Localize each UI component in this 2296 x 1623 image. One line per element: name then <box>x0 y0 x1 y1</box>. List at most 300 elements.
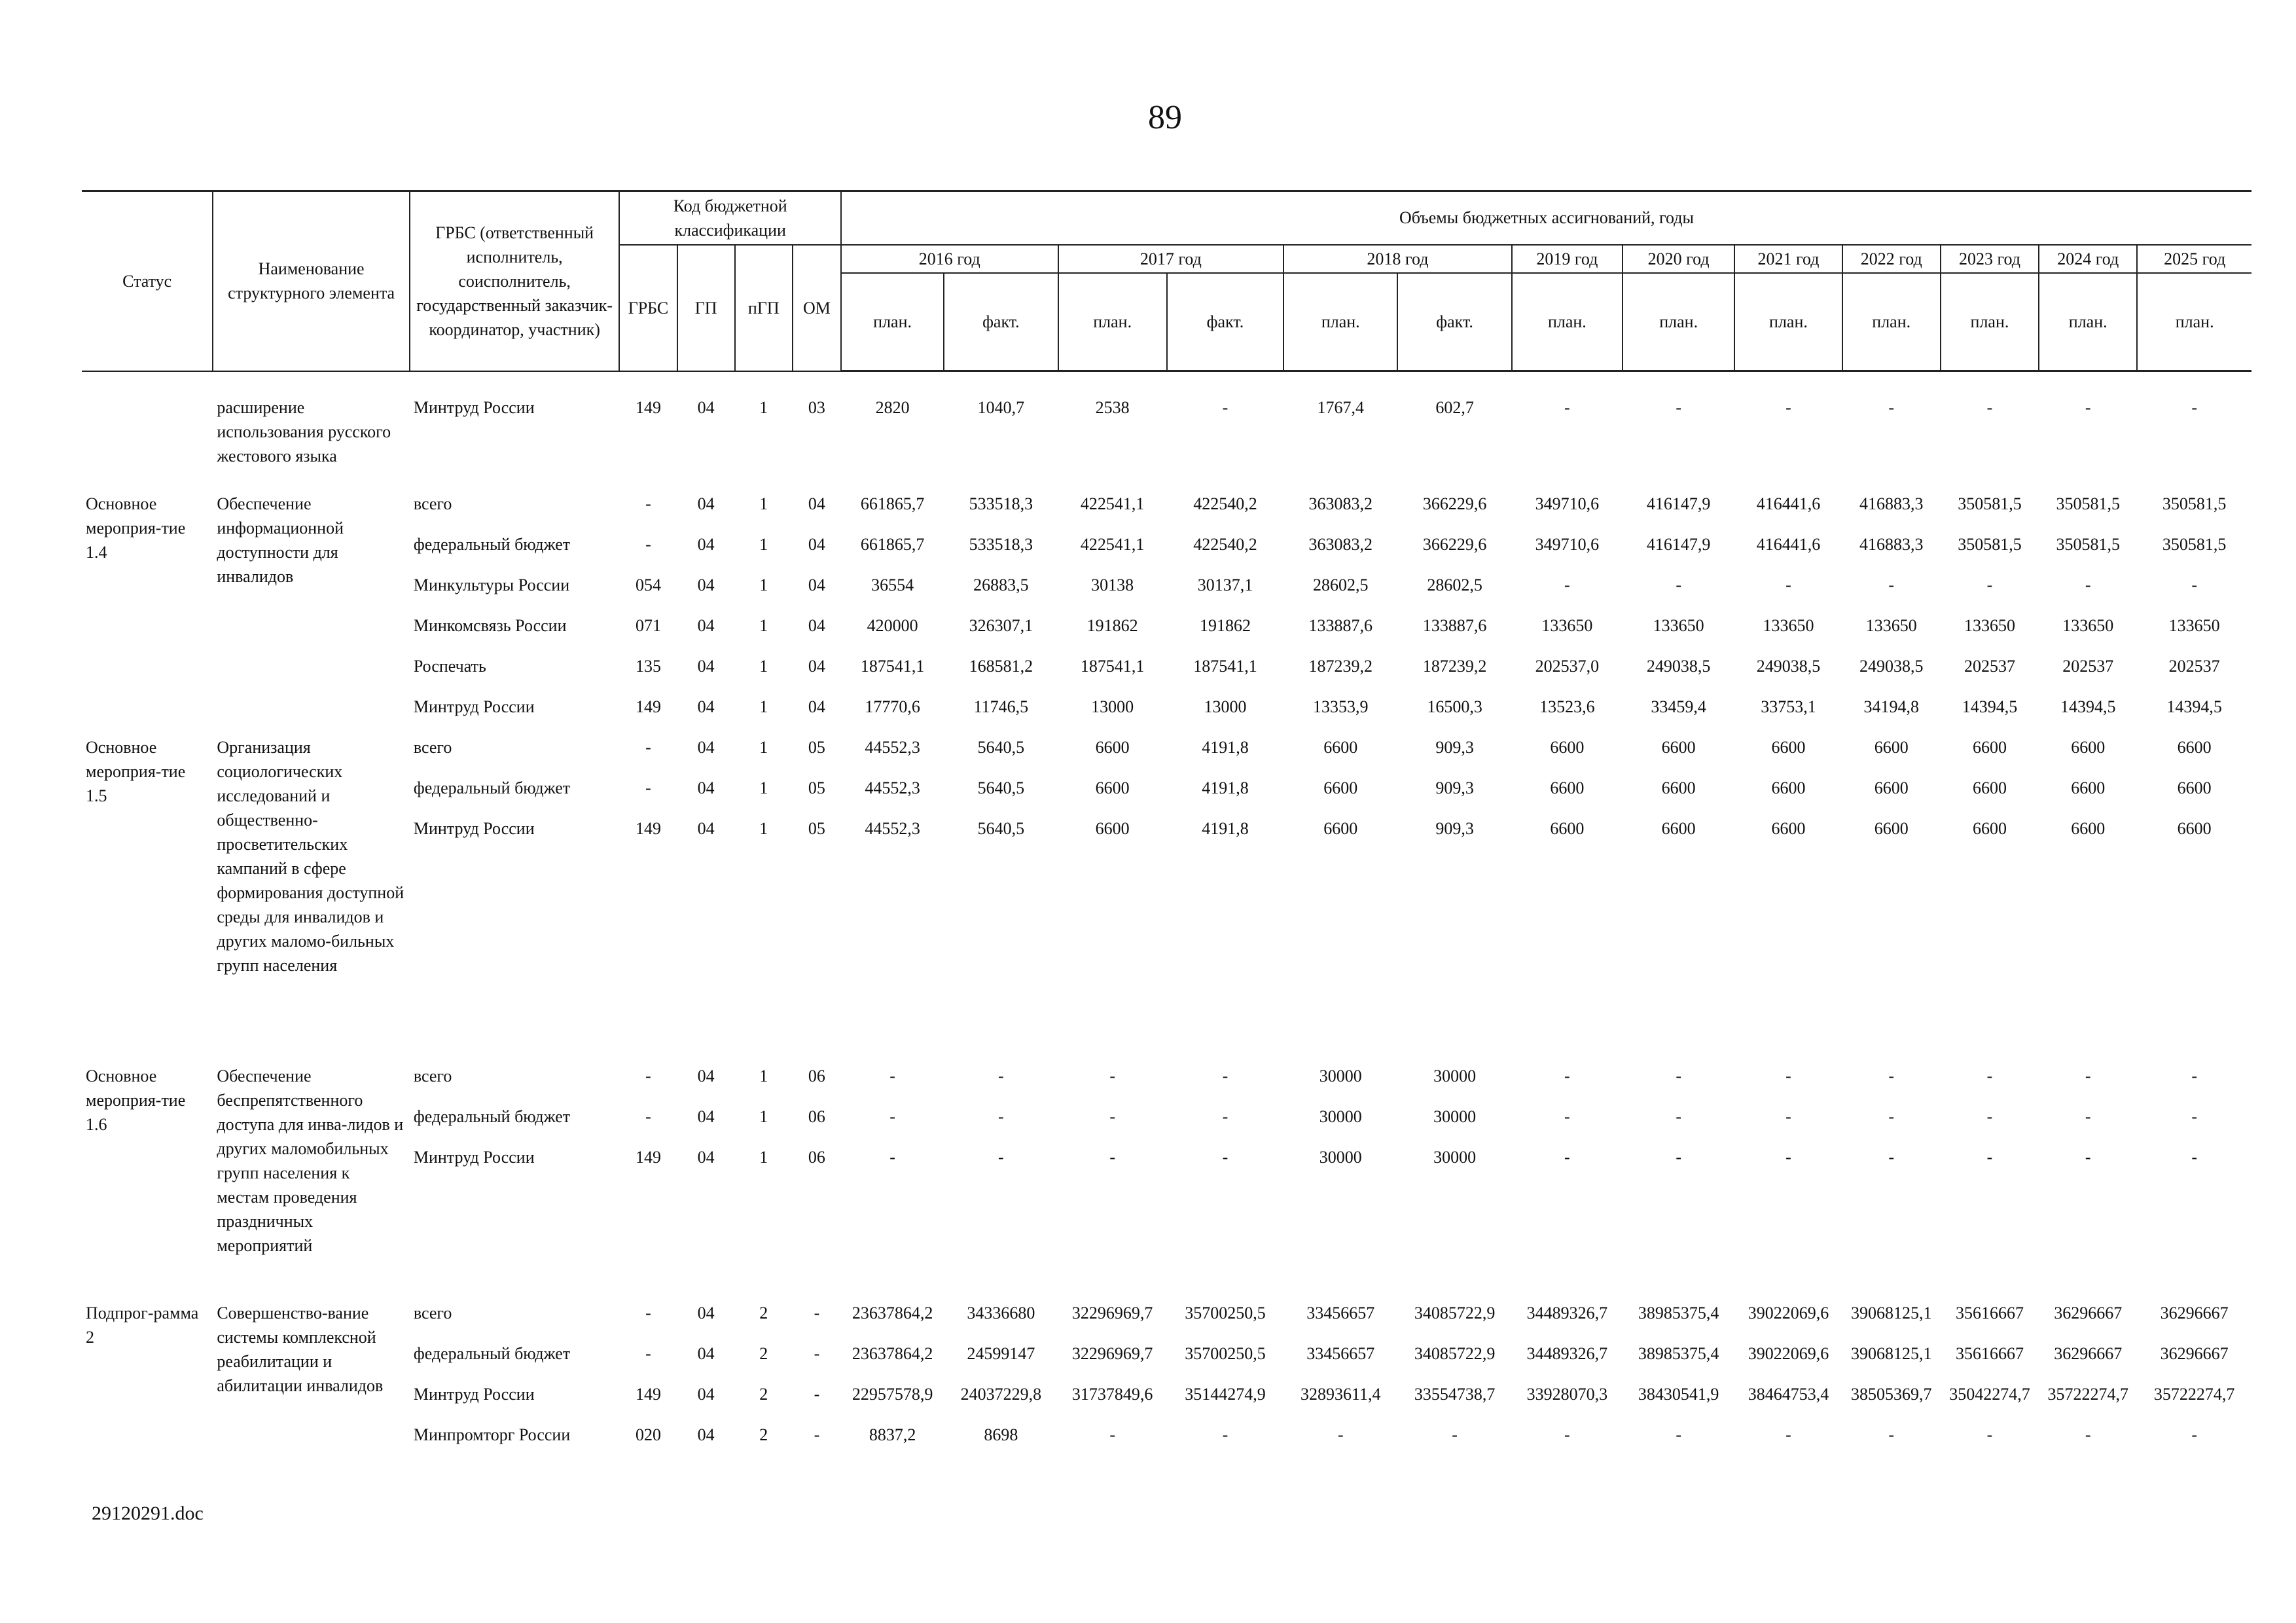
header-year: 2017 год <box>1058 245 1284 273</box>
row-amount: 32296969,7 <box>1071 1303 1153 1322</box>
row-amount: - <box>1986 398 1993 417</box>
row-amount: - <box>2191 575 2197 594</box>
row-amount: - <box>1785 1425 1791 1444</box>
row-amount: 187541,1 <box>1193 656 1257 676</box>
row-amount: 44552,3 <box>865 778 920 797</box>
footer-filename: 29120291.doc <box>92 1503 204 1524</box>
row-amount: 6600 <box>2177 737 2212 757</box>
row-code-pgp: 1 <box>759 737 768 757</box>
header-year-sub: план. <box>841 273 944 371</box>
row-code-grbs: - <box>645 1343 651 1363</box>
row-code-pgp: 1 <box>759 534 768 554</box>
row-amount: 4191,8 <box>1202 737 1249 757</box>
row-amount: 191862 <box>1086 615 1138 635</box>
row-amount: - <box>2191 1106 2197 1126</box>
row-amount: - <box>1888 398 1895 417</box>
row-amount: - <box>1337 1425 1344 1444</box>
row-amount: 6600 <box>1972 737 2007 757</box>
row-amount: 35700250,5 <box>1185 1343 1266 1363</box>
row-amount: 22957578,9 <box>852 1384 933 1404</box>
table-row <box>82 1055 2251 1095</box>
row-code-pgp: 1 <box>759 778 768 797</box>
row-amount: 6600 <box>1095 818 1130 838</box>
row-amount: - <box>1888 1425 1895 1444</box>
header-year-sub: факт. <box>944 273 1058 371</box>
row-amount: 416147,9 <box>1646 494 1711 513</box>
row-amount: 533518,3 <box>969 534 1033 554</box>
row-amount: 366229,6 <box>1422 534 1487 554</box>
row-amount: 30138 <box>1091 575 1134 594</box>
row-amount: 32893611,4 <box>1300 1384 1381 1404</box>
row-code-gp: 04 <box>697 1343 715 1363</box>
row-amount: 28602,5 <box>1313 575 1369 594</box>
header-year-sub: факт. <box>1167 273 1283 371</box>
row-code-grbs: 135 <box>635 656 661 676</box>
row-amount: 11746,5 <box>973 697 1029 716</box>
row-amount: 16500,3 <box>1427 697 1482 716</box>
row-amount: 13523,6 <box>1539 697 1595 716</box>
row-amount: 420000 <box>867 615 918 635</box>
row-amount: 202537 <box>2062 656 2114 676</box>
header-year-sub: план. <box>2137 273 2251 371</box>
row-code-gp: 04 <box>697 737 715 757</box>
row-amount: 133650 <box>2168 615 2220 635</box>
row-amount: 187239,2 <box>1308 656 1373 676</box>
row-element-name: Совершенство-вание системы комплексной реабилитации и абилитации инвалидов <box>217 1303 384 1395</box>
row-element-name: Обеспечение информационной доступности для инвалидов <box>217 494 344 586</box>
row-amount: - <box>1222 1066 1229 1085</box>
row-status: Основное мероприя-тие 1.6 <box>86 1066 186 1134</box>
row-amount: 133650 <box>1541 615 1593 635</box>
row-amount: 909,3 <box>1435 737 1474 757</box>
header-year: 2019 год <box>1512 245 1623 273</box>
row-amount: 6600 <box>2071 818 2106 838</box>
row-amount: - <box>2085 1147 2091 1167</box>
row-amount: - <box>1676 1147 1681 1167</box>
row-amount: 33459,4 <box>1651 697 1706 716</box>
row-code-om: 05 <box>808 818 825 838</box>
row-amount: 6600 <box>1771 737 1806 757</box>
header-year: 2024 год <box>2039 245 2137 273</box>
row-executor: Роспечать <box>413 656 486 676</box>
row-amount: 4191,8 <box>1202 778 1249 797</box>
row-element-name: Обеспечение беспрепятственного доступа для инва-лидов и других маломобильных групп населения к местам проведения праздничных мероприятий <box>217 1066 404 1255</box>
row-amount: 30000 <box>1433 1066 1477 1085</box>
row-amount: - <box>1222 1147 1229 1167</box>
row-amount: - <box>1564 1147 1570 1167</box>
row-amount: 32296969,7 <box>1071 1343 1153 1363</box>
header-year-sub: план. <box>1941 273 2039 371</box>
row-code-om: 04 <box>808 656 825 676</box>
header-year: 2021 год <box>1734 245 1842 273</box>
row-amount: 133650 <box>1865 615 1917 635</box>
row-executor: федеральный бюджет <box>413 778 571 797</box>
row-code-grbs: 149 <box>635 697 661 716</box>
row-amount: 422541,1 <box>1080 534 1145 554</box>
page-number: 89 <box>1148 99 1182 136</box>
row-executor: всего <box>413 1303 452 1322</box>
row-amount: 6600 <box>2071 778 2106 797</box>
row-amount: 13000 <box>1204 697 1247 716</box>
header-year-sub: план. <box>1283 273 1397 371</box>
row-amount: 4191,8 <box>1202 818 1249 838</box>
header-year-sub: план. <box>1842 273 1941 371</box>
row-amount: 133650 <box>1763 615 1814 635</box>
row-amount: - <box>1564 1106 1570 1126</box>
row-code-gp: 04 <box>697 656 715 676</box>
row-code-om: 05 <box>808 737 825 757</box>
header-code-pgp: пГП <box>735 245 793 371</box>
row-amount: - <box>2191 1425 2197 1444</box>
row-amount: - <box>1785 1106 1791 1126</box>
row-executor: всего <box>413 494 452 513</box>
row-amount: 5640,5 <box>977 778 1025 797</box>
row-amount: 422540,2 <box>1193 534 1257 554</box>
row-amount: 168581,2 <box>969 656 1033 676</box>
row-amount: - <box>1785 575 1791 594</box>
row-amount: 187239,2 <box>1422 656 1487 676</box>
row-code-grbs: 054 <box>635 575 661 594</box>
row-amount: 35042274,7 <box>1949 1384 2030 1404</box>
row-amount: 326307,1 <box>969 615 1033 635</box>
row-amount: 350581,5 <box>2056 494 2120 513</box>
row-amount: 249038,5 <box>1859 656 1924 676</box>
row-amount: - <box>2085 1425 2091 1444</box>
row-amount: 26883,5 <box>973 575 1029 594</box>
row-amount: 38985375,4 <box>1638 1303 1719 1322</box>
row-amount: 34194,8 <box>1863 697 1919 716</box>
row-amount: 6600 <box>1874 737 1909 757</box>
table-body <box>82 371 2251 1454</box>
row-amount: 34489326,7 <box>1526 1303 1608 1322</box>
row-executor: Минтруд России <box>413 697 535 716</box>
row-amount: 30000 <box>1319 1147 1362 1167</box>
row-amount: 35700250,5 <box>1185 1303 1266 1322</box>
row-amount: 34489326,7 <box>1526 1343 1608 1363</box>
row-amount: 6600 <box>1323 818 1358 838</box>
table-row <box>82 726 2251 767</box>
row-amount: 187541,1 <box>1080 656 1145 676</box>
row-amount: - <box>2085 1066 2091 1085</box>
header-year: 2018 год <box>1283 245 1512 273</box>
header-year-sub: план. <box>1734 273 1842 371</box>
row-amount: 8698 <box>984 1425 1018 1444</box>
row-amount: 5640,5 <box>977 818 1025 838</box>
row-amount: - <box>2085 1106 2091 1126</box>
row-amount: - <box>2085 575 2091 594</box>
row-executor: Минтруд России <box>413 818 535 838</box>
row-code-pgp: 2 <box>759 1303 768 1322</box>
header-code-group: Код бюджетной классификации <box>619 191 841 245</box>
header-year-sub: план. <box>2039 273 2137 371</box>
row-amount: - <box>1564 1425 1570 1444</box>
row-executor: федеральный бюджет <box>413 1106 571 1126</box>
row-amount: 33554738,7 <box>1414 1384 1496 1404</box>
row-amount: 602,7 <box>1435 398 1474 417</box>
row-amount: 44552,3 <box>865 737 920 757</box>
row-executor: всего <box>413 1066 452 1085</box>
row-amount: - <box>1986 575 1993 594</box>
row-amount: 24599147 <box>967 1343 1035 1363</box>
row-amount: - <box>2191 1147 2197 1167</box>
row-amount: 24037229,8 <box>960 1384 1042 1404</box>
row-amount: 1040,7 <box>977 398 1025 417</box>
header-code-grbs: ГРБС <box>619 245 677 371</box>
row-amount: 13353,9 <box>1313 697 1369 716</box>
row-code-gp: 04 <box>697 1066 715 1085</box>
row-amount: 34336680 <box>967 1303 1035 1322</box>
row-amount: 38464753,4 <box>1748 1384 1829 1404</box>
row-amount: 36296667 <box>2054 1303 2123 1322</box>
row-amount: 533518,3 <box>969 494 1033 513</box>
row-amount: - <box>2191 398 2197 417</box>
row-code-gp: 04 <box>697 1303 715 1322</box>
header-year: 2016 год <box>841 245 1058 273</box>
row-amount: - <box>889 1066 895 1085</box>
row-amount: 6600 <box>1095 778 1130 797</box>
row-code-om: 06 <box>808 1147 825 1167</box>
row-code-om: 06 <box>808 1106 825 1126</box>
row-amount: 30000 <box>1433 1147 1477 1167</box>
row-amount: 366229,6 <box>1422 494 1487 513</box>
row-code-pgp: 1 <box>759 575 768 594</box>
row-element-name: расширение использования русского жестового языка <box>217 397 391 465</box>
row-amount: 38430541,9 <box>1638 1384 1719 1404</box>
row-amount: - <box>1785 1066 1791 1085</box>
row-amount: 6600 <box>1771 818 1806 838</box>
row-amount: 6600 <box>2177 818 2212 838</box>
row-amount: 33928070,3 <box>1526 1384 1608 1404</box>
row-amount: - <box>1888 1066 1895 1085</box>
row-executor: федеральный бюджет <box>413 1343 571 1363</box>
row-amount: 909,3 <box>1435 818 1474 838</box>
header-year: 2025 год <box>2137 245 2251 273</box>
row-amount: 33456657 <box>1306 1303 1375 1322</box>
row-amount: 6600 <box>1972 778 2007 797</box>
row-amount: 35616667 <box>1955 1303 2024 1322</box>
row-status: Основное мероприя-тие 1.4 <box>86 494 186 562</box>
row-amount: 36296667 <box>2160 1303 2229 1322</box>
row-element-name: Организация социологических исследований и общественно-просветительских кампаний в сфере формирования доступной среды для инвалидов и других маломо-бильных групп населения <box>217 737 404 975</box>
row-code-gp: 04 <box>697 1384 715 1404</box>
row-code-pgp: 1 <box>759 1106 768 1126</box>
row-amount: 202537,0 <box>1535 656 1600 676</box>
row-code-gp: 04 <box>697 818 715 838</box>
row-amount: 23637864,2 <box>852 1343 933 1363</box>
row-executor: Минкомсвязь России <box>413 615 567 635</box>
row-amount: 35616667 <box>1955 1343 2024 1363</box>
row-code-om: - <box>814 1303 820 1322</box>
row-code-om: 04 <box>808 697 825 716</box>
row-code-gp: 04 <box>697 397 715 417</box>
row-executor: Минтруд России <box>413 1384 535 1404</box>
row-amount: 39068125,1 <box>1850 1303 1932 1322</box>
row-amount: 30000 <box>1433 1106 1477 1126</box>
row-executor: Минкультуры России <box>413 575 570 594</box>
row-amount: - <box>2085 398 2091 417</box>
row-amount: 14394,5 <box>2166 697 2222 716</box>
row-code-grbs: - <box>645 778 651 797</box>
row-code-pgp: 1 <box>759 615 768 635</box>
row-amount: 17770,6 <box>865 697 920 716</box>
row-amount: - <box>1564 398 1570 417</box>
row-amount: - <box>1986 1066 1993 1085</box>
table-header <box>82 191 2251 371</box>
row-code-gp: 04 <box>697 534 715 554</box>
row-amount: - <box>1888 575 1895 594</box>
row-code-pgp: 2 <box>759 1425 768 1444</box>
row-amount: 202537 <box>2168 656 2220 676</box>
row-code-om: 04 <box>808 615 825 635</box>
row-amount: 661865,7 <box>860 494 925 513</box>
row-amount: - <box>2191 1066 2197 1085</box>
row-amount: 36296667 <box>2054 1343 2123 1363</box>
row-amount: 6600 <box>1874 778 1909 797</box>
row-amount: - <box>1564 1066 1570 1085</box>
row-amount: 202537 <box>1964 656 2015 676</box>
row-amount: 363083,2 <box>1308 494 1373 513</box>
row-amount: 6600 <box>1095 737 1130 757</box>
row-code-om: - <box>814 1384 820 1404</box>
row-amount: - <box>1452 1425 1458 1444</box>
row-amount: 350581,5 <box>2056 534 2120 554</box>
row-amount: 30000 <box>1319 1106 1362 1126</box>
header-code-om: ОМ <box>793 245 841 371</box>
row-amount: 249038,5 <box>1646 656 1711 676</box>
row-amount: 909,3 <box>1435 778 1474 797</box>
row-amount: 349710,6 <box>1535 534 1600 554</box>
row-code-om: - <box>814 1425 820 1444</box>
row-amount: - <box>1109 1106 1115 1126</box>
row-code-om: 04 <box>808 494 825 513</box>
row-code-pgp: 2 <box>759 1384 768 1404</box>
row-amount: - <box>1676 1425 1681 1444</box>
row-code-pgp: 2 <box>759 1343 768 1363</box>
row-amount: 36554 <box>871 575 914 594</box>
row-amount: 14394,5 <box>2060 697 2116 716</box>
row-amount: - <box>998 1066 1004 1085</box>
row-code-grbs: - <box>645 1066 651 1085</box>
row-amount: - <box>1888 1147 1895 1167</box>
row-amount: 14394,5 <box>1962 697 2018 716</box>
row-code-grbs: 149 <box>635 397 661 417</box>
row-amount: - <box>998 1106 1004 1126</box>
row-executor: Минпромторг России <box>413 1425 571 1444</box>
row-amount: 36296667 <box>2160 1343 2229 1363</box>
table-row <box>82 1292 2251 1332</box>
row-amount: 39022069,6 <box>1748 1343 1829 1363</box>
row-amount: 28602,5 <box>1427 575 1482 594</box>
row-amount: 2820 <box>875 398 910 417</box>
row-amount: 422540,2 <box>1193 494 1257 513</box>
row-code-grbs: 020 <box>635 1425 661 1444</box>
row-code-grbs: - <box>645 494 651 513</box>
row-amount: - <box>1564 575 1570 594</box>
row-amount: - <box>1888 1106 1895 1126</box>
row-amount: 350581,5 <box>1958 534 2022 554</box>
row-status: Основное мероприя-тие 1.5 <box>86 737 186 805</box>
row-code-gp: 04 <box>697 778 715 797</box>
row-code-gp: 04 <box>697 615 715 635</box>
row-amount: 6600 <box>1661 818 1696 838</box>
row-amount: 133650 <box>1964 615 2015 635</box>
row-amount: 422541,1 <box>1080 494 1145 513</box>
row-executor: Минтруд России <box>413 1147 535 1167</box>
row-amount: - <box>1222 398 1229 417</box>
row-status <box>82 371 213 483</box>
row-amount: 350581,5 <box>2162 534 2227 554</box>
row-code-grbs: 071 <box>635 615 661 635</box>
row-amount: - <box>1986 1425 1993 1444</box>
row-amount: 35144274,9 <box>1185 1384 1266 1404</box>
row-amount: - <box>1986 1147 1993 1167</box>
row-code-gp: 04 <box>697 1106 715 1126</box>
row-code-grbs: 149 <box>635 818 661 838</box>
row-amount: 6600 <box>1323 737 1358 757</box>
row-amount: 416883,3 <box>1859 534 1924 554</box>
row-amount: - <box>1222 1106 1229 1126</box>
row-code-grbs: 149 <box>635 1384 661 1404</box>
row-amount: 6600 <box>1771 778 1806 797</box>
budget-table <box>82 190 2251 1454</box>
row-status: Подпрог-рамма 2 <box>86 1303 199 1347</box>
row-amount: 133650 <box>2062 615 2114 635</box>
row-amount: 349710,6 <box>1535 494 1600 513</box>
row-code-grbs: 149 <box>635 1147 661 1167</box>
row-code-gp: 04 <box>697 575 715 594</box>
row-amount: - <box>1676 1106 1681 1126</box>
row-executor: всего <box>413 737 452 757</box>
row-amount: 6600 <box>1550 818 1585 838</box>
row-code-om: 06 <box>808 1066 825 1085</box>
row-code-pgp: 1 <box>759 656 768 676</box>
row-amount: 30000 <box>1319 1066 1362 1085</box>
row-code-pgp: 1 <box>759 818 768 838</box>
row-amount: - <box>889 1147 895 1167</box>
header-year: 2022 год <box>1842 245 1941 273</box>
row-code-om: 05 <box>808 778 825 797</box>
row-amount: 416441,6 <box>1756 534 1821 554</box>
row-amount: 2538 <box>1095 398 1130 417</box>
row-amount: - <box>889 1106 895 1126</box>
row-amount: 6600 <box>1874 818 1909 838</box>
row-amount: 13000 <box>1091 697 1134 716</box>
row-code-gp: 04 <box>697 1425 715 1444</box>
row-code-om: 03 <box>808 397 825 417</box>
table-row <box>82 483 2251 523</box>
row-amount: 191862 <box>1199 615 1251 635</box>
row-amount: 5640,5 <box>977 737 1025 757</box>
row-amount: 34085722,9 <box>1414 1343 1496 1363</box>
row-amount: 39068125,1 <box>1850 1343 1932 1363</box>
row-amount: 350581,5 <box>1958 494 2022 513</box>
row-amount: 187541,1 <box>860 656 925 676</box>
header-year-sub: факт. <box>1397 273 1511 371</box>
row-amount: 30137,1 <box>1197 575 1253 594</box>
header-volume-group: Объемы бюджетных ассигнований, годы <box>841 191 2251 245</box>
row-amount: - <box>1676 575 1681 594</box>
row-amount: - <box>1676 398 1681 417</box>
row-code-grbs: - <box>645 737 651 757</box>
row-amount: 33456657 <box>1306 1343 1375 1363</box>
row-amount: 6600 <box>2071 737 2106 757</box>
row-code-pgp: 1 <box>759 1066 768 1085</box>
row-amount: - <box>1676 1066 1681 1085</box>
row-amount: 23637864,2 <box>852 1303 933 1322</box>
row-amount: - <box>1109 1066 1115 1085</box>
row-amount: 33753,1 <box>1761 697 1816 716</box>
row-amount: 35722274,7 <box>2047 1384 2128 1404</box>
